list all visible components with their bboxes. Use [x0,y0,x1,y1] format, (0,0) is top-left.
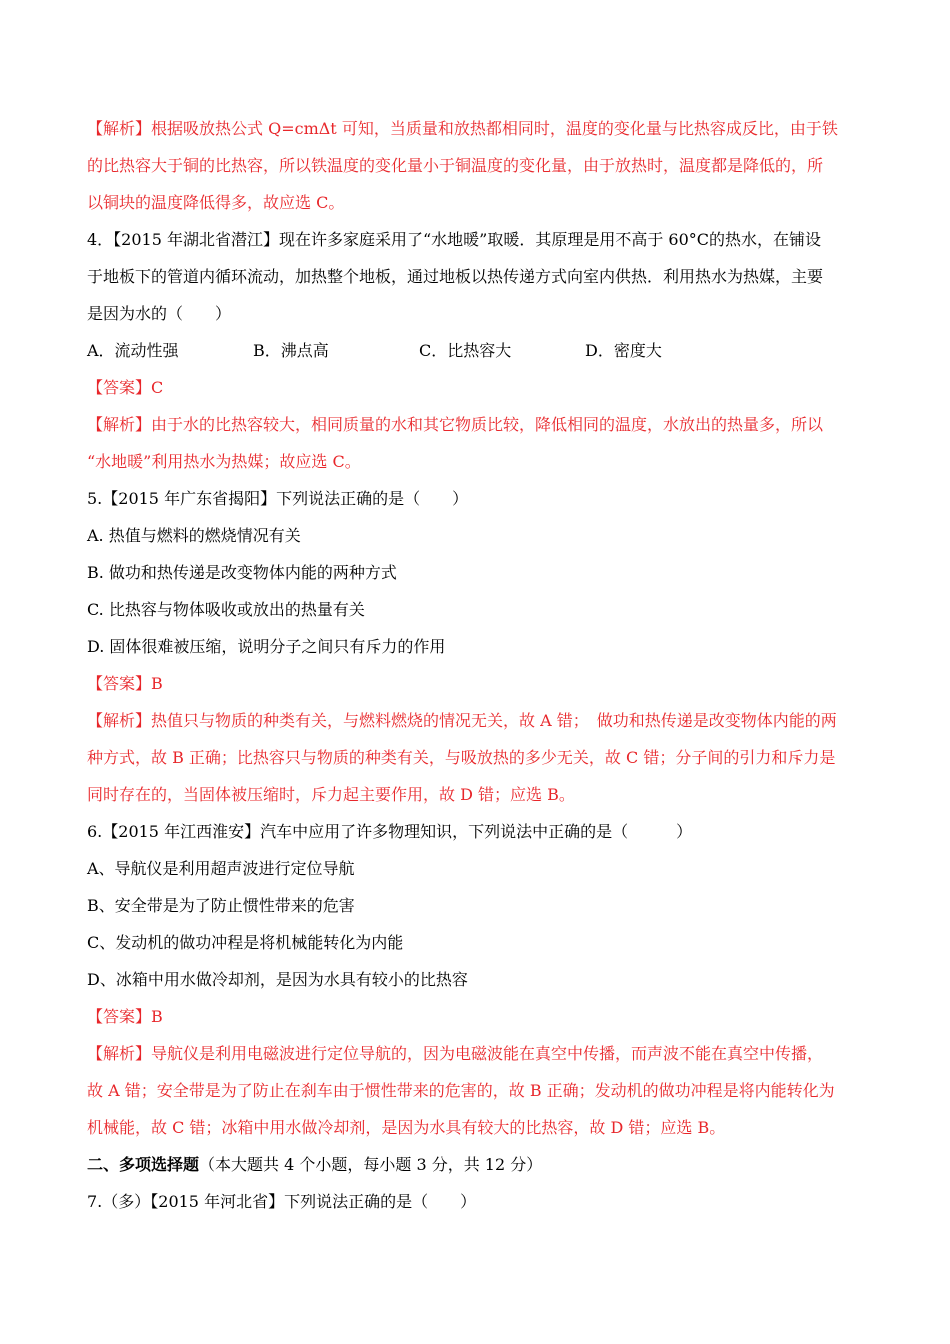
q6-option-a: A、导航仪是利用超声波进行定位导航 [87,859,355,878]
section-2-title: 二、多项选择题 [87,1155,200,1174]
q4-option-c: C．比热容大 [419,341,512,360]
q4-option-b: B．沸点高 [253,341,329,360]
q4-option-a: A．流动性强 [87,341,179,360]
q6-answer: 【答案】B [87,1007,163,1026]
q5-question: 5.【2015 年广东省揭阳】下列说法正确的是（ ） [87,489,469,508]
q4-answer: 【答案】C [87,378,164,397]
q3-analysis-line-3: 以铜块的温度降低得多，故应选 C。 [87,193,345,212]
q5-option-c: C. 比热容与物体吸收或放出的热量有关 [87,600,365,619]
q6-analysis-line-3: 机械能，故 C 错；冰箱中用水做冷却剂，是因为水具有较大的比热容，故 D 错；应选 B。 [87,1118,726,1137]
section-2-heading [87,1146,867,1183]
q6-analysis-line-2: 故 A 错；安全带是为了防止在刹车由于惯性带来的危害的，故 B 正确；发动机的做功冲程是将内能转化为 [87,1081,835,1100]
q5-answer: 【答案】B [87,674,163,693]
q4-analysis-line-2: “水地暖”利用热水为热媒；故应选 C。 [87,452,361,471]
q5-analysis-line-3: 同时存在的，当固体被压缩时，斥力起主要作用，故 D 错；应选 B。 [87,785,575,804]
q6-question: 6.【2015 年江西淮安】汽车中应用了许多物理知识，下列说法中正确的是（ ） [87,822,693,841]
q5-option-a: A. 热值与燃料的燃烧情况有关 [87,526,301,545]
q5-analysis-line-1: 【解析】热值只与物质的种类有关，与燃料燃烧的情况无关，故 A 错； 做功和热传递是改变物体内能的两 [87,711,837,730]
q4-option-d: D．密度大 [585,341,662,360]
q5-analysis-line-2: 种方式，故 B 正确；比热容只与物质的种类有关，与吸放热的多少无关，故 C 错；分子间的引力和斥力是 [87,748,836,767]
q6-analysis-line-1: 【解析】导航仪是利用电磁波进行定位导航的，因为电磁波能在真空中传播，而声波不能在真空中传播， [87,1044,824,1063]
q5-option-b: B. 做功和热传递是改变物体内能的两种方式 [87,563,397,582]
q4-options [87,332,867,369]
q7-question: 7.（多）【2015 年河北省】下列说法正确的是（ ） [87,1192,477,1211]
q4-question-line-3: 是因为水的（ ） [87,304,232,323]
q4-question-line-2: 于地板下的管道内循环流动，加热整个地板，通过地板以热传递方式向室内供热．利用热水为热媒，主要 [87,267,824,286]
q4-question-line-1: 4．【2015 年湖北省潜江】现在许多家庭采用了“水地暖”取暖．其原理是用不高于 60°C的热水，在铺设 [87,230,822,249]
q6-option-d: D、冰箱中用水做冷却剂，是因为水具有较小的比热容 [87,970,468,989]
q6-option-b: B、安全带是为了防止惯性带来的危害 [87,896,355,915]
section-2-note: （本大题共 4 个小题，每小题 3 分，共 12 分） [199,1155,543,1174]
q5-option-d: D. 固体很难被压缩，说明分子之间只有斥力的作用 [87,637,446,656]
q4-analysis-line-1: 【解析】由于水的比热容较大，相同质量的水和其它物质比较，降低相同的温度，水放出的热量多，所以 [87,415,824,434]
page-content [87,110,867,1220]
q6-option-c: C、发动机的做功冲程是将机械能转化为内能 [87,933,404,952]
q3-analysis-line-1: 【解析】根据吸放热公式 Q=cmΔt 可知，当质量和放热都相同时，温度的变化量与比热容成反比，由于铁 [87,119,838,138]
q3-analysis-line-2: 的比热容大于铜的比热容，所以铁温度的变化量小于铜温度的变化量，由于放热时，温度都是降低的，所 [87,156,824,175]
